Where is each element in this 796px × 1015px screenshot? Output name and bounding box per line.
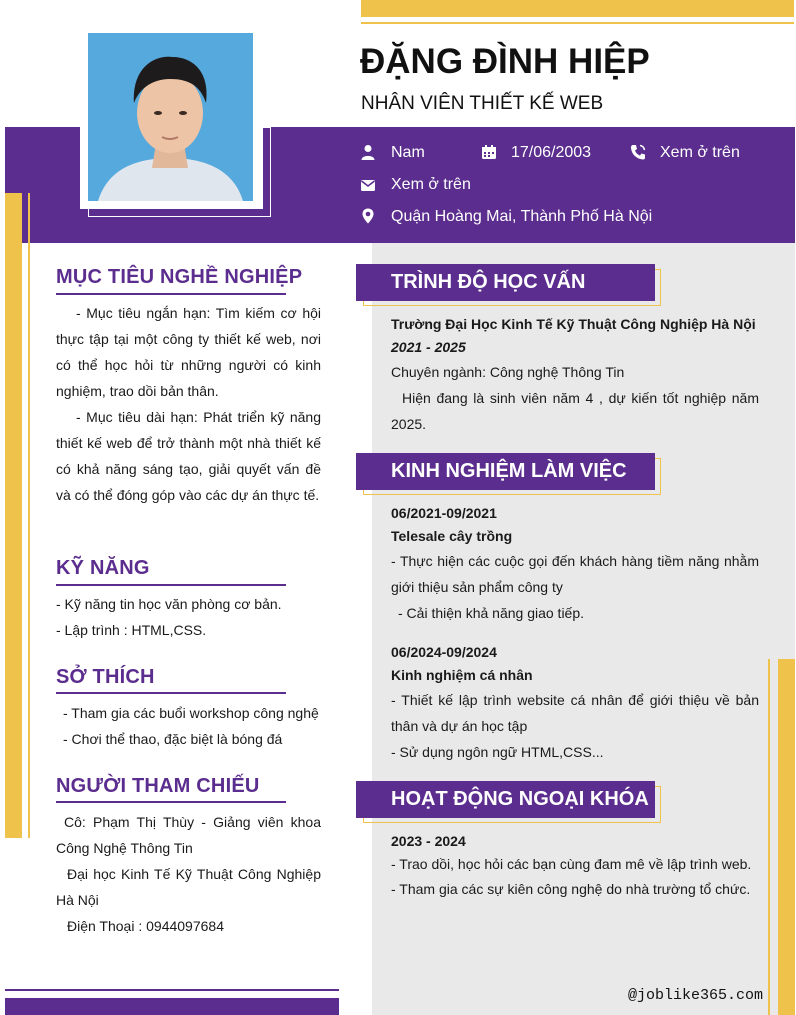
job-period: 06/2021-09/2021 (391, 505, 497, 521)
objective-long-term: - Mục tiêu dài hạn: Phát triển kỹ năng thiết kế web để trở thành một nhà thiết kế có khả năng sáng tạo, giải quyết vấn đề và có thể đóng góp vào các dự án thực tế. (56, 409, 321, 503)
references-heading: NGƯỜI THAM CHIẾU (56, 775, 260, 797)
objective-heading: MỤC TIÊU NGHỀ NGHIỆP (56, 266, 303, 288)
gender-value: Nam (391, 144, 425, 161)
reference-contact: Cô: Phạm Thị Thùy - Giảng viên khoa Công Nghệ Thông Tin (56, 814, 321, 856)
education-school: Trường Đại Học Kinh Tế Kỹ Thuật Công Nghiệp Hà Nội (391, 316, 756, 332)
education-years: 2021 - 2025 (391, 339, 466, 355)
avatar (88, 33, 253, 201)
avatar-portrait (88, 33, 253, 201)
hobbies-underline (56, 692, 286, 694)
skill-item: - Kỹ năng tin học văn phòng cơ bản. (56, 596, 282, 612)
phone-value: Xem ở trên (660, 144, 740, 161)
skills-underline (56, 584, 286, 586)
activities-heading: HOẠT ĐỘNG NGOẠI KHÓA (356, 781, 655, 818)
location-pin-icon (360, 208, 376, 224)
hobby-item: - Chơi thể thao, đặc biệt là bóng đá (63, 731, 283, 747)
dob-value: 17/06/2003 (511, 144, 592, 161)
reference-workplace: Đại học Kinh Tế Kỹ Thuật Công Nghiệp Hà Nội (56, 866, 321, 908)
reference-phone: Điện Thoại : 0944097684 (67, 918, 224, 934)
address-value: Quận Hoàng Mai, Thành Phố Hà Nội (391, 208, 653, 225)
experience-heading: KINH NGHIỆM LÀM VIỆC (356, 453, 655, 490)
activity-item: - Trao dồi, học hỏi các bạn cùng đam mê về lập trình web. (391, 856, 752, 872)
phone-icon (630, 144, 646, 160)
job-detail: - Thực hiện các cuộc gọi đến khách hàng tiềm năng nhằm giới thiệu sản phẩm công ty (391, 553, 759, 595)
top-gold-line (361, 22, 794, 24)
right-gold-line (768, 659, 770, 1015)
bottom-purple-line (5, 989, 339, 991)
objective-short-term: - Mục tiêu ngắn hạn: Tìm kiếm cơ hội thực tập tại một công ty thiết kế web, nơi có thể học hỏi từ những người có kinh nghiệm, trao dồi bản thân. (56, 305, 321, 399)
skill-item: - Lập trình : HTML,CSS. (56, 622, 207, 638)
hobby-item: - Tham gia các buổi workshop công nghệ (63, 705, 319, 721)
objective-underline (56, 293, 286, 295)
watermark: @joblike365.com (628, 987, 764, 1004)
person-icon (360, 144, 376, 160)
skills-heading: KỸ NĂNG (56, 557, 150, 579)
job-detail: - Thiết kế lập trình website cá nhân để giới thiệu về bản thân và dự án học tập (391, 692, 759, 734)
right-gold-bar (778, 659, 795, 1015)
job-title: Telesale cây trồng (391, 528, 513, 544)
left-gold-bar (5, 193, 22, 838)
activity-item: - Tham gia các sự kiên công nghệ do nhà trường tổ chức. (391, 881, 751, 897)
email-icon (360, 177, 376, 193)
references-underline (56, 801, 286, 803)
job-detail: - Cải thiện khả năng giao tiếp. (398, 605, 585, 621)
job-title: NHÂN VIÊN THIẾT KẾ WEB (361, 93, 604, 114)
job-period: 06/2024-09/2024 (391, 644, 497, 660)
job-title: Kinh nghiệm cá nhân (391, 667, 533, 683)
top-gold-bar (361, 0, 794, 17)
job-detail: - Sử dụng ngôn ngữ HTML,CSS... (391, 744, 604, 760)
education-heading: TRÌNH ĐỘ HỌC VẤN (356, 264, 655, 301)
left-gold-line (28, 193, 30, 838)
activities-years: 2023 - 2024 (391, 833, 466, 849)
email-value: Xem ở trên (391, 176, 471, 193)
education-major: Chuyên ngành: Công nghệ Thông Tin (391, 364, 625, 380)
bottom-purple-bar (5, 998, 339, 1015)
hobbies-heading: SỞ THÍCH (56, 666, 155, 688)
education-note: Hiện đang là sinh viên năm 4 , dự kiến tốt nghiệp năm 2025. (391, 390, 759, 432)
candidate-name: ĐẶNG ĐÌNH HIỆP (360, 42, 650, 81)
calendar-icon (481, 144, 497, 160)
